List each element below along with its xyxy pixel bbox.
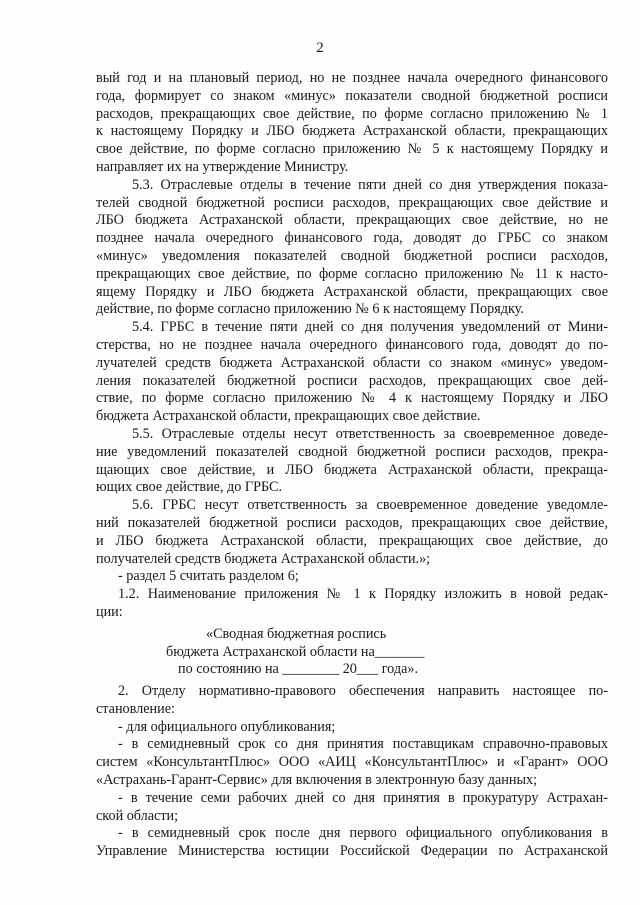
text-line: - раздел 5 считать разделом 6; (118, 568, 299, 585)
page-number: 2 (316, 40, 324, 56)
appendix-title-block (96, 626, 608, 679)
text-line: систем «КонсультантПлюс» ООО «АИЦ «КонсультантПлюс» и «Гарант» ООО (96, 754, 608, 771)
text-line: - в семидневный срок после дня первого официального опубликования в (118, 825, 608, 842)
paragraph-continuation (96, 70, 608, 177)
text-line: телей сводной бюджетной росписи расходов, прекращающих свое действие и (96, 194, 608, 211)
paragraph-5-6 (96, 497, 608, 568)
text-line: 5.3. Отраслевые отделы в течение пяти дней со дня утверждения показа- (132, 176, 608, 193)
paragraph-legal-systems (96, 736, 608, 789)
text-line: - для официального опубликования; (118, 718, 336, 735)
text-line: ЛБО бюджета Астраханской области, прекращающих свое действие, но не (96, 212, 608, 229)
text-line: 5.4. ГРБС в течение пяти дней со дня получения уведомлений от Мини- (132, 319, 608, 336)
text-line: вый год и на плановый период, но не позднее начала очередного финансового (96, 70, 608, 86)
title-line: «Сводная бюджетная роспись (206, 625, 387, 642)
text-line: ящему Порядку и ЛБО бюджета Астраханской области, прекращающих свое (96, 283, 608, 300)
text-line: ской области; (96, 807, 179, 824)
text-line: стерства, но не позднее начала очередного финансового года, доводят до по- (96, 336, 608, 353)
text-line: ления показателей бюджетной росписи расходов, прекращающих свое дей- (96, 372, 608, 389)
text-line: - в течение семи рабочих дней со дня принятия в прокуратуру Астрахан- (118, 789, 608, 806)
title-line: по состоянию на ________ 20___ года». (178, 661, 419, 678)
paragraph-5-5 (96, 426, 608, 497)
document-body (96, 70, 608, 861)
text-line: 1.2. Наименование приложения № 1 к Порядку изложить в новой редак- (118, 586, 608, 603)
text-line: и ЛБО бюджета Астраханской области, прекращающих свое действие, до (96, 532, 608, 549)
text-line: расходов, прекращающих свое действие, по форме согласно приложению № 1 (96, 105, 608, 122)
text-line: ние уведомлений показателей сводной бюджетной росписи расходов, прекра- (96, 443, 608, 460)
text-line: щающих свое действие, и ЛБО бюджета Астраханской области, прекраща- (96, 461, 608, 478)
paragraph-5-3 (96, 177, 608, 319)
text-line: прекращающих свое действие, по форме согласно приложению № 11 к насто- (96, 265, 608, 282)
text-line: свое действие, по форме согласно приложению № 5 к настоящему Порядку и (96, 141, 608, 158)
text-line: позднее начала очередного финансового года, доводят до ГРБС со знаком (96, 230, 608, 247)
text-line: получателей средств бюджета Астраханской области.»; (96, 550, 431, 567)
text-line: бюджета Астраханской области, прекращающих свое действие. (96, 408, 481, 425)
paragraph-prosecutor (96, 790, 608, 826)
text-line: Управление Министерства юстиции Российской Федерации по Астраханской (96, 843, 608, 860)
text-line: действие, по форме согласно приложению № 6 к настоящему Порядку. (96, 301, 524, 318)
text-line: 2. Отделу нормативно-правового обеспечения направить настоящее по- (118, 683, 608, 700)
text-line: «минус» уведомления показателей сводной бюджетной росписи расходов, (96, 247, 608, 264)
text-line: 5.6. ГРБС несут ответственность за своевременное доведение уведомле- (132, 497, 608, 514)
paragraph-publication (96, 719, 608, 737)
text-line: становление: (96, 700, 175, 717)
text-line: - в семидневный срок со дня принятия поставщикам справочно-правовых (118, 736, 608, 753)
paragraph-2 (96, 683, 608, 719)
title-line: бюджета Астраханской области на_______ (166, 643, 425, 660)
text-line: «Астрахань-Гарант-Сервис» для включения в электронную базу данных; (96, 772, 538, 789)
text-line: ний показателей бюджетной росписи расходов, прекращающих свое действие, (96, 514, 608, 531)
text-line: года, формирует со знаком «минус» показатели сводной бюджетной росписи (96, 87, 608, 104)
text-line: направляет их на утверждение Министру. (96, 158, 349, 175)
text-line: лучателей средств бюджета Астраханской области со знаком «минус» уведом- (96, 354, 608, 371)
paragraph-section-renumber (96, 568, 608, 586)
text-line: ции: (96, 603, 123, 620)
paragraph-ministry-justice (96, 825, 608, 861)
text-line: ствие, по форме согласно приложению № 4 к настоящему Порядку и ЛБО (96, 390, 608, 407)
paragraph-5-4 (96, 319, 608, 426)
text-line: 5.5. Отраслевые отделы несут ответственность за своевременное доведе- (132, 425, 608, 442)
text-line: ющих свое действие, до ГРБС. (96, 479, 283, 496)
text-line: к настоящему Порядку и ЛБО бюджета Астраханской области, прекращающих (96, 123, 608, 140)
paragraph-1-2 (96, 586, 608, 622)
